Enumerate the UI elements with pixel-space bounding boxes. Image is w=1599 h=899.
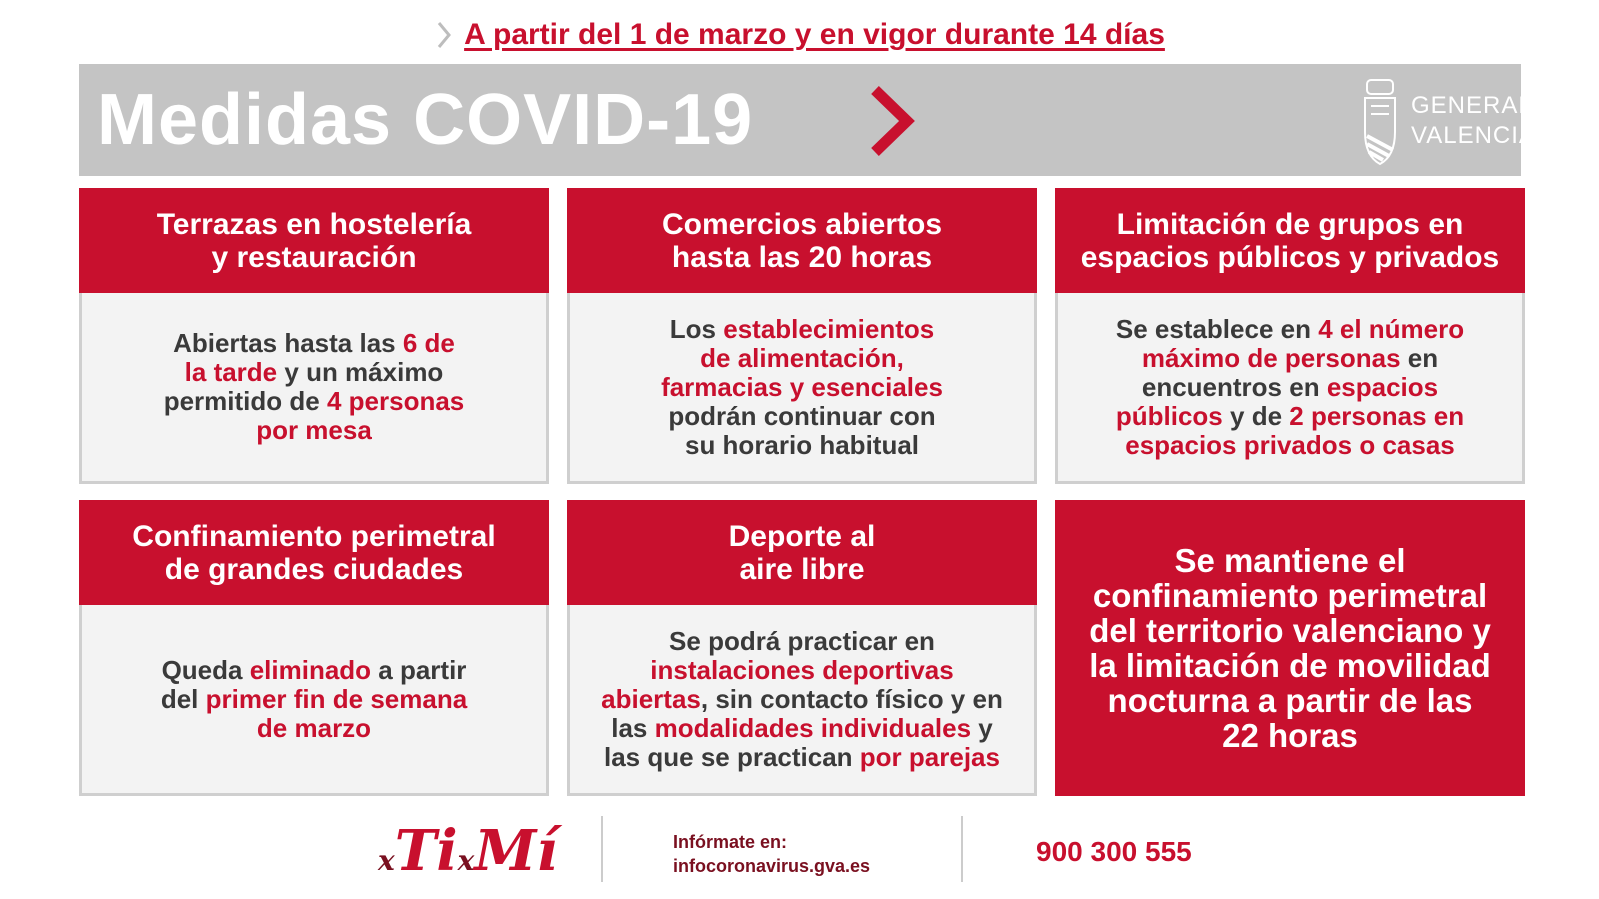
body-text: su horario habitual bbox=[684, 429, 920, 460]
card-highlight bbox=[1055, 500, 1525, 796]
body-text: y bbox=[971, 712, 993, 743]
card-title-line: espacios públicos y privados bbox=[1080, 240, 1500, 274]
slogan-x: x bbox=[457, 844, 475, 877]
body-text: las que se practican bbox=[604, 741, 860, 772]
body-text: Abiertas hasta las bbox=[173, 328, 403, 358]
highlighted-text: públicos bbox=[1115, 400, 1223, 431]
body-text: las bbox=[611, 712, 655, 743]
phone-number[interactable]: 900 300 555 bbox=[1036, 836, 1192, 867]
card-body-text bbox=[661, 315, 943, 460]
date-notice-link[interactable]: A partir del 1 de marzo y en vigor durante 14 días bbox=[464, 18, 1165, 51]
card-title-line: Deporte al bbox=[728, 519, 876, 553]
card-grupos bbox=[1055, 188, 1525, 484]
body-text: y un máximo bbox=[277, 357, 444, 387]
body-text: , sin contacto físico y en bbox=[700, 683, 1003, 714]
card-body bbox=[82, 605, 546, 793]
card-terrazas bbox=[79, 188, 549, 484]
card-title-line: Limitación de grupos en bbox=[1116, 207, 1464, 241]
card-title-line: Confinamiento perimetral bbox=[132, 519, 496, 553]
card-body-text bbox=[164, 329, 465, 445]
highlighted-text: modalidades individuales bbox=[654, 712, 972, 743]
body-text: permitido de bbox=[163, 386, 327, 416]
slogan-mi: Mí bbox=[474, 818, 558, 884]
highlighted-text: 6 de bbox=[402, 328, 455, 358]
body-text: y de bbox=[1222, 400, 1290, 431]
highlighted-text: por mesa bbox=[256, 415, 372, 445]
body-text: a partir bbox=[371, 654, 467, 685]
highlighted-text: espacios privados o casas bbox=[1125, 429, 1455, 460]
card-title-line: aire libre bbox=[739, 552, 865, 586]
card-title bbox=[79, 188, 549, 293]
highlighted-text: primer fin de semana bbox=[205, 683, 468, 714]
highlighted-text: espacios bbox=[1326, 371, 1439, 402]
body-text: Se establece en bbox=[1115, 313, 1319, 344]
highlight-line: la limitación de movilidad bbox=[1089, 647, 1491, 684]
highlighted-text: eliminado bbox=[249, 654, 372, 685]
card-title-line: de grandes ciudades bbox=[164, 552, 464, 586]
slogan-logo bbox=[378, 818, 558, 884]
card-title bbox=[567, 188, 1037, 293]
card-confinamiento bbox=[79, 500, 549, 796]
card-body-text bbox=[1116, 315, 1464, 460]
footer-divider bbox=[601, 816, 603, 882]
chevron-right-icon bbox=[434, 17, 456, 53]
card-title-line: Comercios abiertos bbox=[661, 207, 943, 241]
highlighted-text: 4 el número bbox=[1318, 313, 1465, 344]
title-banner bbox=[79, 64, 1586, 176]
card-body bbox=[1058, 293, 1522, 481]
highlight-line: Se mantiene el bbox=[1174, 542, 1406, 579]
body-text: Queda bbox=[161, 654, 250, 685]
highlighted-text: instalaciones deportivas bbox=[650, 654, 954, 685]
footer bbox=[0, 810, 1599, 890]
card-body-text bbox=[601, 627, 1003, 772]
body-text: encuentros en bbox=[1141, 371, 1327, 402]
highlight-line: del territorio valenciano y bbox=[1089, 612, 1491, 649]
card-title-line: hasta las 20 horas bbox=[671, 240, 933, 274]
info-label: Infórmate en: bbox=[673, 832, 788, 852]
highlight-text bbox=[1089, 543, 1491, 753]
highlight-line: 22 horas bbox=[1222, 717, 1358, 754]
highlighted-text: abiertas bbox=[601, 683, 701, 714]
body-text: del bbox=[160, 683, 206, 714]
highlighted-text: de marzo bbox=[256, 712, 372, 743]
highlighted-text: establecimientos bbox=[723, 313, 935, 344]
slogan-x: x bbox=[378, 844, 395, 877]
card-title bbox=[79, 500, 549, 605]
card-body-text bbox=[161, 656, 467, 743]
slogan-ti: Ti bbox=[394, 818, 458, 884]
body-text: podrán continuar con bbox=[668, 400, 936, 431]
card-body bbox=[570, 293, 1034, 481]
highlighted-text: por parejas bbox=[859, 741, 1000, 772]
highlighted-text: de alimentación, bbox=[700, 342, 904, 373]
card-title bbox=[1055, 188, 1525, 293]
card-title-line: y restauración bbox=[211, 240, 417, 274]
card-deporte bbox=[567, 500, 1037, 796]
card-comercios bbox=[567, 188, 1037, 484]
body-text: en bbox=[1400, 342, 1439, 373]
body-text: Los bbox=[669, 313, 724, 344]
highlighted-text: la tarde bbox=[184, 357, 278, 387]
highlighted-text: 2 personas en bbox=[1289, 400, 1465, 431]
info-url-link[interactable]: infocoronavirus.gva.es bbox=[673, 856, 871, 876]
highlighted-text: 4 personas bbox=[326, 386, 465, 416]
highlight-line: confinamiento perimetral bbox=[1092, 577, 1488, 614]
page-title: Medidas COVID-19 bbox=[97, 80, 754, 160]
body-text: Se podrá practicar en bbox=[669, 625, 935, 656]
footer-divider bbox=[961, 816, 963, 882]
date-notice bbox=[0, 14, 1599, 56]
card-body bbox=[570, 605, 1034, 793]
logo-line-1: GENERALITAT bbox=[1411, 92, 1586, 119]
highlighted-text: máximo de personas bbox=[1141, 342, 1401, 373]
logo-line-2: VALENCIANA bbox=[1411, 122, 1572, 149]
coat-of-arms-icon bbox=[1359, 76, 1401, 168]
highlight-line: nocturna a partir de las bbox=[1107, 682, 1473, 719]
card-body bbox=[82, 293, 546, 481]
card-title-line: Terrazas en hostelería bbox=[156, 207, 472, 241]
generalitat-logo bbox=[1359, 76, 1589, 168]
card-title bbox=[567, 500, 1037, 605]
highlighted-text: farmacias y esenciales bbox=[661, 371, 943, 402]
chevron-right-icon bbox=[867, 84, 917, 158]
